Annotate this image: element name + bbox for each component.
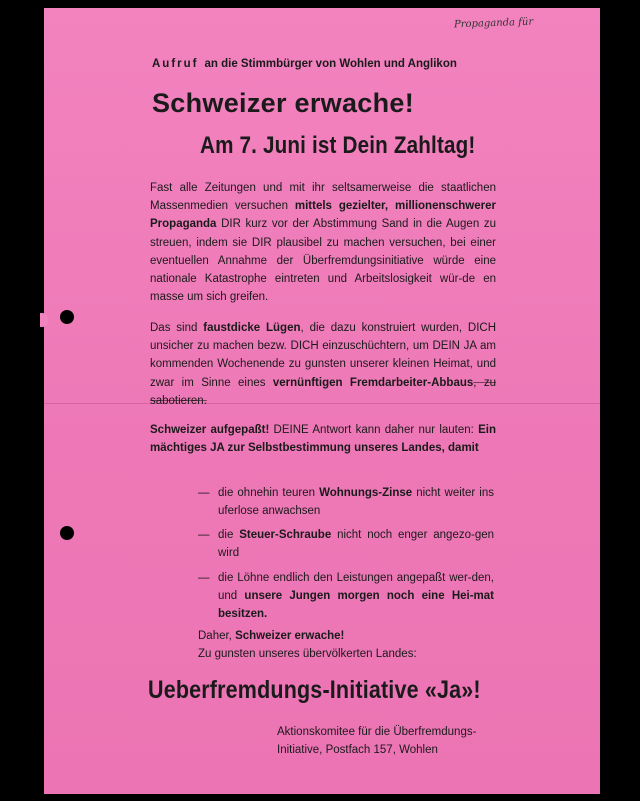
item-text-c: nicht noch enger angezo-gen wird: [218, 529, 495, 559]
p3-text-b: DEINE Antwort kann daher nur lauten:: [269, 424, 479, 436]
p2-text-a: Das sind: [150, 322, 204, 334]
signature-line-1: Aktionskomitee für die Überfremdungs-: [277, 726, 477, 738]
appeal-rest: an die Stimmbürger von Wohlen und Anglikon: [204, 58, 457, 70]
p3-bold-c: Ein mächtiges JA zur Selbstbestimmung unseres Landes, damit: [150, 424, 497, 455]
p2-text-e: , zu sabotieren.: [150, 376, 496, 407]
closing-line-1: [198, 630, 344, 642]
punch-hole-bottom: [60, 526, 74, 540]
item-bold: Wohnungs-Zinse: [319, 487, 413, 499]
paragraph-3: [150, 421, 496, 457]
paragraph-1: [150, 179, 496, 306]
list-item: [198, 569, 494, 623]
list-item: [198, 526, 494, 562]
closing-line-2: Zu gunsten unseres übervölkerten Landes:: [198, 648, 417, 660]
punch-hole-top: [60, 310, 74, 324]
closing-text: Daher,: [198, 630, 236, 642]
item-bold: unsere Jungen morgen noch eine Hei-mat besitzen.: [218, 590, 494, 620]
list-item-text: [218, 526, 494, 562]
signature-line-2: Initiative, Postfach 157, Wohlen: [277, 744, 438, 756]
subheadline: Am 7. Juni ist Dein Zahltag!: [200, 132, 476, 159]
slogan: Ueberfremdungs-Initiative «Ja»!: [148, 676, 481, 704]
handwritten-note: Propaganda für: [453, 16, 534, 31]
closing-bold: Schweizer erwache!: [235, 630, 345, 642]
appeal-line: [152, 58, 457, 70]
p3-bold-a: Schweizer aufgepaßt!: [150, 424, 270, 436]
p1-text-c: DIR kurz vor der Abstimmung Sand in die Augen zu streuen, indem sie DIR plausibel zu machen versuchen, bei einer eventuellen Annahme der Überfremdungsinitiative würde eine nationale Katastrophe eintreten und Arbeitslosigkeit wür-de en masse um sich greifen.: [150, 218, 496, 304]
list-item: [198, 484, 494, 520]
p2-text-c: , die dazu konstruiert wurden, DICH unsicher zu machen bezw. DICH einzuschüchtern, um DEIN JA am kommenden Wochenende zu gunsten unserer kleinen Heimat, und zwar im Sinne eines: [150, 322, 496, 389]
dash-bullet: —: [198, 529, 210, 541]
appeal-word: Aufruf: [152, 58, 199, 70]
item-text-a: die: [218, 529, 240, 541]
p2-bold-d: vernünftigen Fremdarbeiter-Abbaus: [272, 376, 474, 389]
p1-bold: mittels gezielter, millionenschwerer Propaganda: [150, 200, 496, 231]
dash-bullet: —: [198, 487, 210, 499]
list-item-text: [218, 569, 494, 623]
p2-bold-a: faustdicke Lügen: [203, 322, 301, 334]
dash-bullet: —: [198, 572, 210, 584]
p1-text-a: Fast alle Zeitungen und mit ihr seltsamerweise die staatlichen Massenmedien versuchen: [150, 182, 496, 213]
item-bold: Steuer-Schraube: [239, 529, 332, 541]
item-text-a: die ohnehin teuren: [218, 487, 320, 499]
headline: Schweizer erwache!: [152, 88, 415, 118]
paragraph-2: [150, 319, 496, 410]
item-text-c: nicht weiter ins uferlose anwachsen: [218, 487, 494, 517]
list-item-text: [218, 484, 494, 520]
item-text-a: die Löhne endlich den Leistungen angepaßt wer-den, und: [218, 572, 494, 602]
